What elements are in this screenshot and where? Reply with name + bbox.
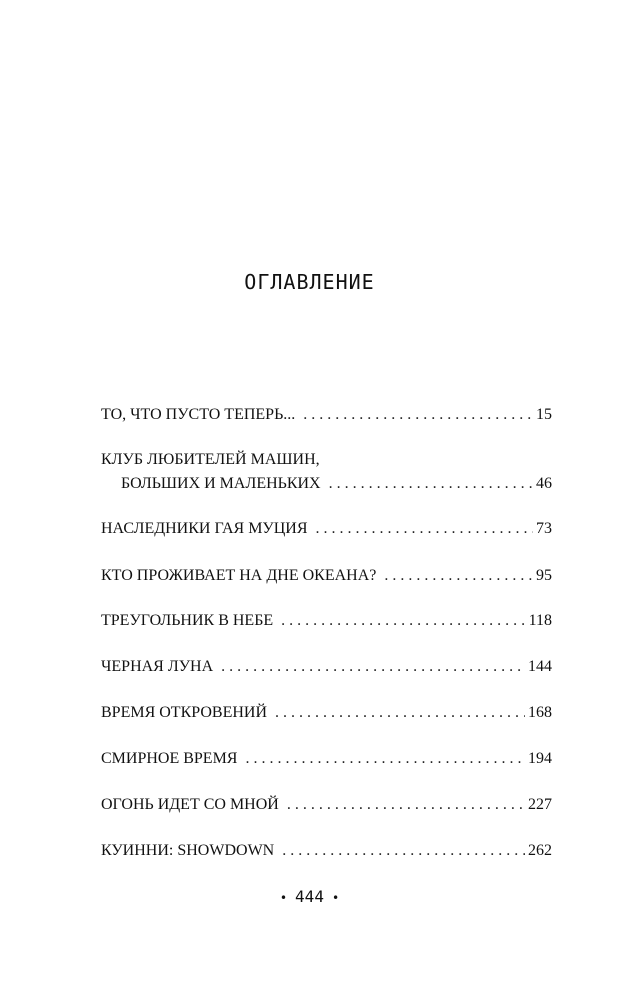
- toc-entry-line: [101, 701, 552, 725]
- toc-entry-line: [101, 839, 552, 863]
- toc-entry-page: 144: [528, 658, 552, 675]
- toc-entry: [101, 747, 552, 771]
- dot-leader: [287, 793, 525, 817]
- toc-entry: [101, 448, 552, 496]
- dot-leader: [281, 609, 525, 633]
- bullet-icon: •: [331, 890, 340, 905]
- toc-entry-title: КТО ПРОЖИВАЕТ НА ДНЕ ОКЕАНА?: [101, 567, 377, 584]
- toc-entry-title: ТО, ЧТО ПУСТО ТЕПЕРЬ...: [101, 406, 296, 423]
- toc-entry-title: КУИННИ: SHOWDOWN: [101, 842, 275, 859]
- toc-entry-title-continued: БОЛЬШИХ И МАЛЕНЬКИХ: [121, 475, 321, 492]
- toc-entry-line: [101, 472, 552, 496]
- toc-entry-page: 227: [528, 796, 552, 813]
- toc-entry-title: ОГОНЬ ИДЕТ СО МНОЙ: [101, 796, 279, 813]
- toc-entry: [101, 403, 552, 427]
- toc-entry-title: ЧЕРНАЯ ЛУНА: [101, 658, 214, 675]
- toc-entry: [101, 793, 552, 817]
- toc-entry-page: 118: [528, 612, 552, 629]
- toc-entry: [101, 609, 552, 633]
- dot-leader: [275, 701, 525, 725]
- toc-entry-line: [101, 403, 552, 427]
- dot-leader: [282, 839, 525, 863]
- toc-entry-title: КЛУБ ЛЮБИТЕЛЕЙ МАШИН,: [101, 451, 320, 468]
- toc-entry-line: [101, 517, 552, 541]
- toc-entry-page: 168: [528, 704, 552, 721]
- toc-entry-page: 262: [528, 842, 552, 859]
- toc-entry: [101, 839, 552, 863]
- toc-entry-line: [101, 655, 552, 679]
- toc-entry-line: [101, 448, 552, 472]
- toc-entry-line: [101, 793, 552, 817]
- toc-entry-title: НАСЛЕДНИКИ ГАЯ МУЦИЯ: [101, 520, 308, 537]
- toc-entry-line: [101, 609, 552, 633]
- dot-leader: [245, 747, 525, 771]
- dot-leader: [221, 655, 525, 679]
- toc-entry-page: 15: [536, 406, 552, 423]
- toc-entry: [101, 701, 552, 725]
- toc-entry-page: 194: [528, 750, 552, 767]
- toc-entry-page: 95: [536, 567, 552, 584]
- toc-entry: [101, 517, 552, 541]
- dot-leader: [329, 472, 533, 496]
- toc-entry-title: СМИРНОЕ ВРЕМЯ: [101, 750, 238, 767]
- toc-entry: [101, 564, 552, 588]
- dot-leader: [316, 517, 533, 541]
- toc-entry-page: 73: [536, 520, 552, 537]
- dot-leader: [303, 403, 533, 427]
- toc-entry-line: [101, 564, 552, 588]
- dot-leader: [384, 564, 533, 588]
- toc-entry-page: 46: [536, 475, 552, 492]
- toc-entry-title: ВРЕМЯ ОТКРОВЕНИЙ: [101, 704, 267, 721]
- toc-entry: [101, 655, 552, 679]
- page-number: 444: [295, 887, 324, 906]
- toc-entry-line: [101, 747, 552, 771]
- bullet-icon: •: [279, 890, 288, 905]
- toc-entry-title: ТРЕУГОЛЬНИК В НЕБЕ: [101, 612, 274, 629]
- page-footer: [0, 887, 619, 906]
- toc-heading: ОГЛАВЛЕНИЕ: [244, 270, 375, 294]
